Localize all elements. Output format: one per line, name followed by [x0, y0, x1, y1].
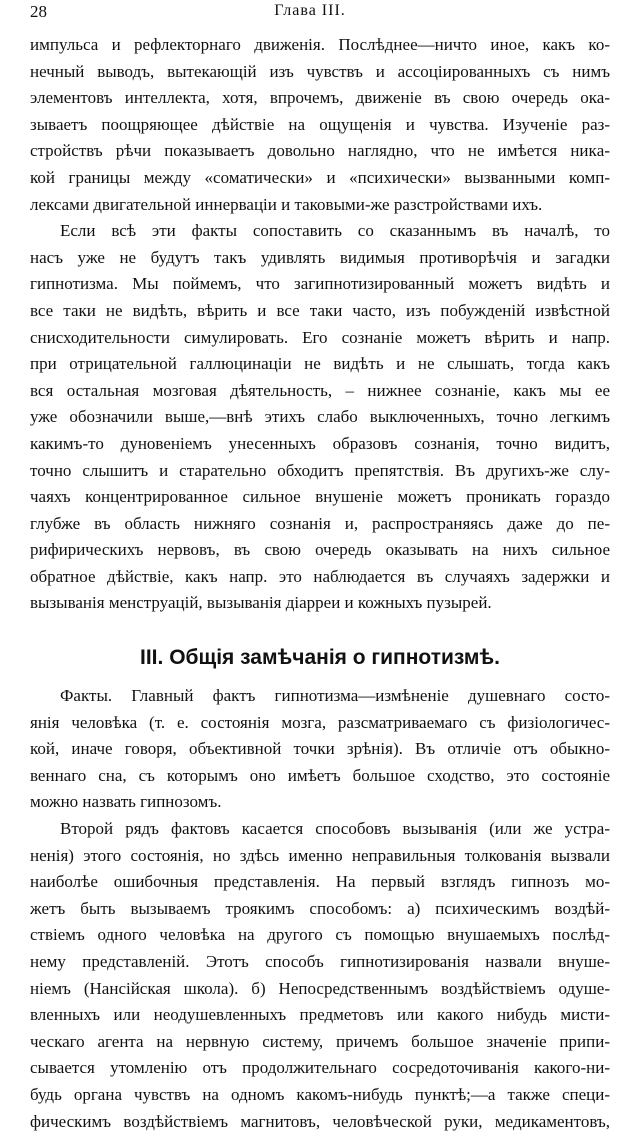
- text-line: ніемъ (Нансійская школа). б) Непосредственнымъ воздѣйствіемъ одуше-: [30, 978, 610, 998]
- text-line: будь органа чувствъ на одномъ какомъ-нибудь пунктѣ;—а также специ-: [30, 1084, 610, 1104]
- text-line: вызыванія менструацій, вызыванія діарреи и кожныхъ пузырей.: [30, 593, 492, 613]
- text-line: ненія) этого состоянія, но здѣсь именно неправильныя толкованія вызвали: [30, 845, 610, 865]
- text-line: фическимъ воздѣйствіемъ магнитовъ, человѣческой руки, медикаментовъ,: [30, 1111, 610, 1131]
- text-line: нечный выводъ, вытекающій изъ чувствъ и ассоціированныхъ съ нимъ: [30, 61, 610, 81]
- paragraph: [30, 816, 610, 1135]
- paragraph: [30, 32, 610, 218]
- text-line: вся остальная мозговая дѣятельность, – нижнее сознаніе, какъ мы ее: [30, 380, 610, 400]
- body-text: [30, 32, 610, 1135]
- running-head: Глава III.: [274, 2, 346, 19]
- text-line: обратное дѣйствіе, какъ напр. это наблюдается въ случаяхъ задержки и: [30, 566, 610, 586]
- text-line: уже обозначили выше,—внѣ этихъ слабо выключенныхъ, точно легкимъ: [30, 407, 610, 427]
- text-line: можно назвать гипнозомъ.: [30, 792, 222, 812]
- text-line: наиболѣе ошибочныя представленія. На первый взглядъ гипнозъ мо-: [30, 872, 610, 892]
- text-line: насъ уже не будутъ такъ удивлять видимыя противорѣчія и загадки: [30, 247, 610, 267]
- text-line: гипнотизма. Мы поймемъ, что загипнотизированный можетъ видѣть и: [30, 274, 610, 294]
- text-line: янія человѣка (т. е. состоянія мозга, разсматриваемаго съ физіологичес-: [30, 712, 610, 732]
- text-line: Факты. Главный фактъ гипнотизма—измѣненіе душевнаго состо-: [60, 686, 610, 706]
- text-line: кой, иначе говоря, объективной точки зрѣнія). Въ отличіе отъ обыкно-: [30, 739, 610, 759]
- text-line: при отрицательной галлюцинаціи не видѣть и не слышать, тогда какъ: [30, 354, 610, 374]
- text-line: вленныхъ или неодушевленныхъ предметовъ или какого нибудь мисти-: [30, 1005, 610, 1025]
- text-line: импульса и рефлекторнаго движенія. Послѣднее—ничто иное, какъ ко-: [30, 35, 610, 54]
- text-line: глубже въ область нижняго сознанія и, распространяясь даже до пе-: [30, 513, 610, 533]
- text-line: Если всѣ эти факты сопоставить со сказаннымъ въ началѣ, то: [60, 221, 610, 241]
- text-line: точно слышитъ и старательно обходитъ препятствія. Въ другихъ-же слу-: [30, 460, 610, 480]
- text-line: зываетъ поощряющее дѣйствіе на ощущенія и чувства. Изученіе раз-: [30, 114, 610, 134]
- text-line: ствіемъ одного человѣка на другого съ помощью внушаемыхъ послѣд-: [30, 925, 610, 945]
- text-line: нему представленій. Этотъ способъ гипнотизированія назвали внуше-: [30, 952, 610, 971]
- text-line: все таки не видѣть, вѣрить и все таки часто, изъ побужденій извѣстной: [30, 300, 610, 320]
- text-line: Второй рядъ фактовъ касается способовъ вызыванія (или же устра-: [60, 819, 610, 839]
- text-line: жетъ быть вызываемъ троякимъ способомъ: а) психическимъ воздѣй-: [30, 898, 610, 918]
- paragraph: [30, 218, 610, 617]
- text-line: ческаго агента на нервную систему, причемъ большое значеніе припи-: [30, 1031, 610, 1051]
- text-line: кой границы между «соматически» и «психически» вызванными комп-: [30, 167, 610, 187]
- text-line: сывается утомленію отъ продолжительнаго сосредоточиванія какого-ни-: [30, 1058, 610, 1078]
- text-line: стройствъ рѣчи показываетъ довольно наглядно, что не имѣется никa-: [30, 141, 610, 161]
- text-line: снисходительности симулировать. Его сознаніе можетъ вѣрить и напр.: [30, 327, 610, 347]
- text-line: веннаго сна, съ которымъ оно имѣетъ большое сходство, это состояніе: [30, 765, 610, 785]
- page-number: 28: [30, 2, 47, 21]
- text-line: какимъ-то дуновеніемъ унесенныхъ образовъ сознанія, точно видитъ,: [30, 433, 610, 453]
- text-line: элементовъ интеллекта, хотя, впрочемъ, движеніе въ свою очередь ока-: [30, 88, 610, 108]
- section-title: III. Общія замѣчанія о гипнотизмѣ.: [140, 646, 500, 670]
- paragraph: [30, 683, 610, 816]
- page-header: [30, 2, 590, 24]
- text-line: лексами двигательной иннерваціи и таковыми-же разстройствами ихъ.: [30, 194, 543, 214]
- text-line: рифирическихъ нервовъ, въ свою очередь оказывать на нихъ сильное: [30, 540, 610, 560]
- text-line: чаяхъ концентрированное сильное внушеніе можетъ проникать гораздо: [30, 487, 610, 507]
